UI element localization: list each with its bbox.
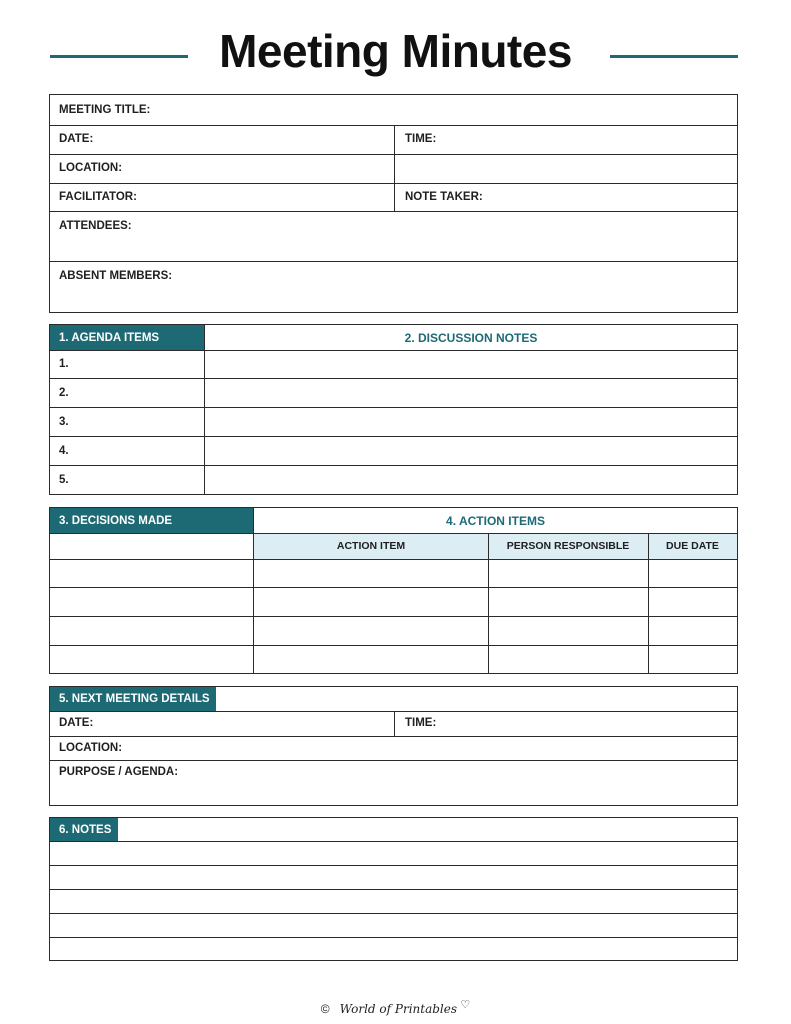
page-title: Meeting Minutes: [219, 25, 572, 77]
agenda-row-number: 1.: [59, 358, 69, 370]
discussion-notes-header: 2. DISCUSSION NOTES: [404, 330, 538, 345]
location-label: LOCATION:: [59, 162, 123, 174]
action-items-header: 4. ACTION ITEMS: [446, 513, 545, 528]
next-location-label: LOCATION:: [59, 742, 123, 754]
notes-header: 6. NOTES: [50, 818, 118, 841]
note-taker-label: NOTE TAKER:: [405, 191, 483, 203]
brand-name: World of Printables: [339, 1002, 458, 1016]
date-label: DATE:: [59, 133, 94, 145]
agenda-items-header: 1. AGENDA ITEMS: [50, 325, 205, 350]
time-label: TIME:: [405, 133, 437, 145]
facilitator-label: FACILITATOR:: [59, 191, 137, 203]
next-date-label: DATE:: [59, 717, 94, 729]
absent-members-label: ABSENT MEMBERS:: [59, 270, 173, 282]
agenda-row-number: 3.: [59, 416, 69, 428]
due-date-column-header: DUE DATE: [648, 533, 737, 559]
heart-icon: ♡: [460, 999, 471, 1011]
copyright-symbol: ©: [320, 1002, 330, 1016]
meeting-title-label: MEETING TITLE:: [59, 104, 151, 116]
agenda-row-number: 2.: [59, 387, 69, 399]
person-responsible-column-header: PERSON RESPONSIBLE: [488, 533, 648, 559]
attendees-label: ATTENDEES:: [59, 220, 132, 232]
purpose-agenda-label: PURPOSE / AGENDA:: [59, 766, 179, 778]
footer-brand: [0, 998, 791, 1016]
next-meeting-header: 5. NEXT MEETING DETAILS: [50, 687, 216, 711]
next-time-label: TIME:: [405, 717, 437, 729]
agenda-row-number: 4.: [59, 445, 69, 457]
decisions-made-header: 3. DECISIONS MADE: [50, 508, 254, 533]
action-item-column-header: ACTION ITEM: [254, 533, 488, 559]
agenda-row-number: 5.: [59, 474, 69, 486]
